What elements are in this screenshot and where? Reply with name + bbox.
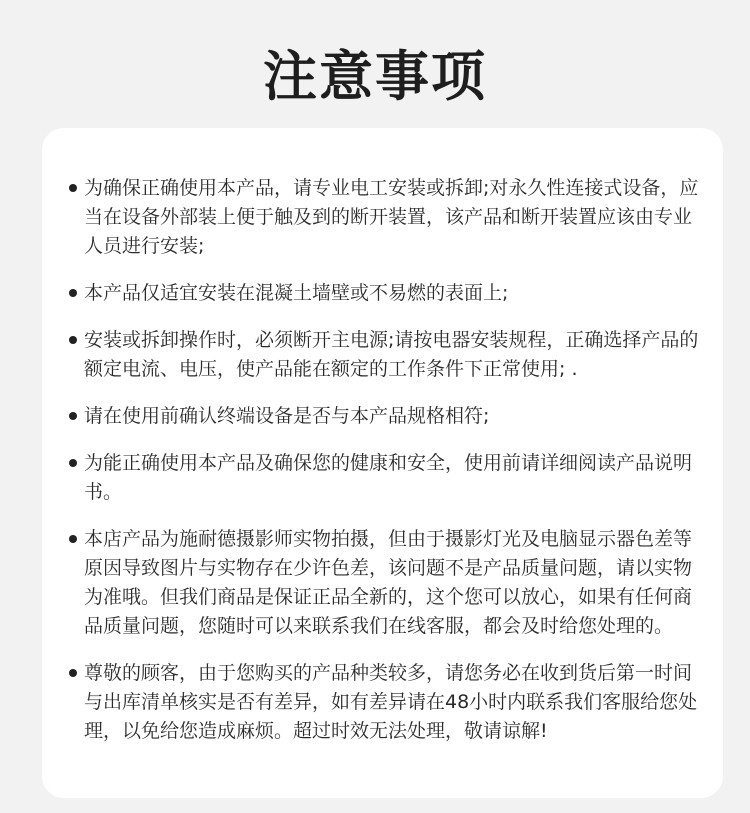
note-item xyxy=(69,659,709,746)
bullet-icon xyxy=(69,459,77,467)
bullet-icon xyxy=(69,336,77,344)
note-text: 安装或拆卸操作时，必须断开主电源;请按电器安装规程，正确选择产品的额定电流、电压，使产品能在额定的工作条件下正常使用; . xyxy=(84,329,699,380)
note-item xyxy=(69,449,709,507)
note-text: 本产品仅适宜安装在混凝土墙壁或不易燃的表面上; xyxy=(84,282,509,304)
note-text: 本店产品为施耐德摄影师实物拍摄，但由于摄影灯光及电脑显示器色差等原因导致图片与实物存在少许色差，该问题不是产品质量问题，请以实物为准哦。但我们商品是保证正品全新的，这个您可以放心，如果有任何商品质量问题，您随时可以来联系我们在线客服，都会及时给您处理的。 xyxy=(84,528,693,637)
bullet-icon xyxy=(69,669,77,677)
bullet-icon xyxy=(69,535,77,543)
note-item xyxy=(69,402,709,431)
notes-list xyxy=(69,174,709,764)
note-text: 请在使用前确认终端设备是否与本产品规格相符; xyxy=(84,405,490,427)
note-text: 为确保正确使用本产品，请专业电工安装或拆卸;对永久性连接式设备，应当在设备外部装上便于触及到的断开装置，该产品和断开装置应该由专业人员进行安装; xyxy=(84,177,699,257)
note-item xyxy=(69,525,709,641)
notes-card xyxy=(42,128,723,798)
note-text: 为能正确使用本产品及确保您的健康和安全，使用前请详细阅读产品说明书。 xyxy=(84,452,693,503)
page-title: 注意事项 xyxy=(263,45,487,108)
note-item xyxy=(69,174,709,261)
note-item xyxy=(69,279,709,308)
bullet-icon xyxy=(69,412,77,420)
note-item xyxy=(69,326,709,384)
note-text: 尊敬的顾客，由于您购买的产品种类较多，请您务必在收到货后第一时间与出库清单核实是否有差异，如有差异请在48小时内联系我们客服给您处理，以免给您造成麻烦。超过时效无法处理，敬请谅解! xyxy=(84,662,698,742)
bullet-icon xyxy=(69,184,77,192)
bullet-icon xyxy=(69,289,77,297)
